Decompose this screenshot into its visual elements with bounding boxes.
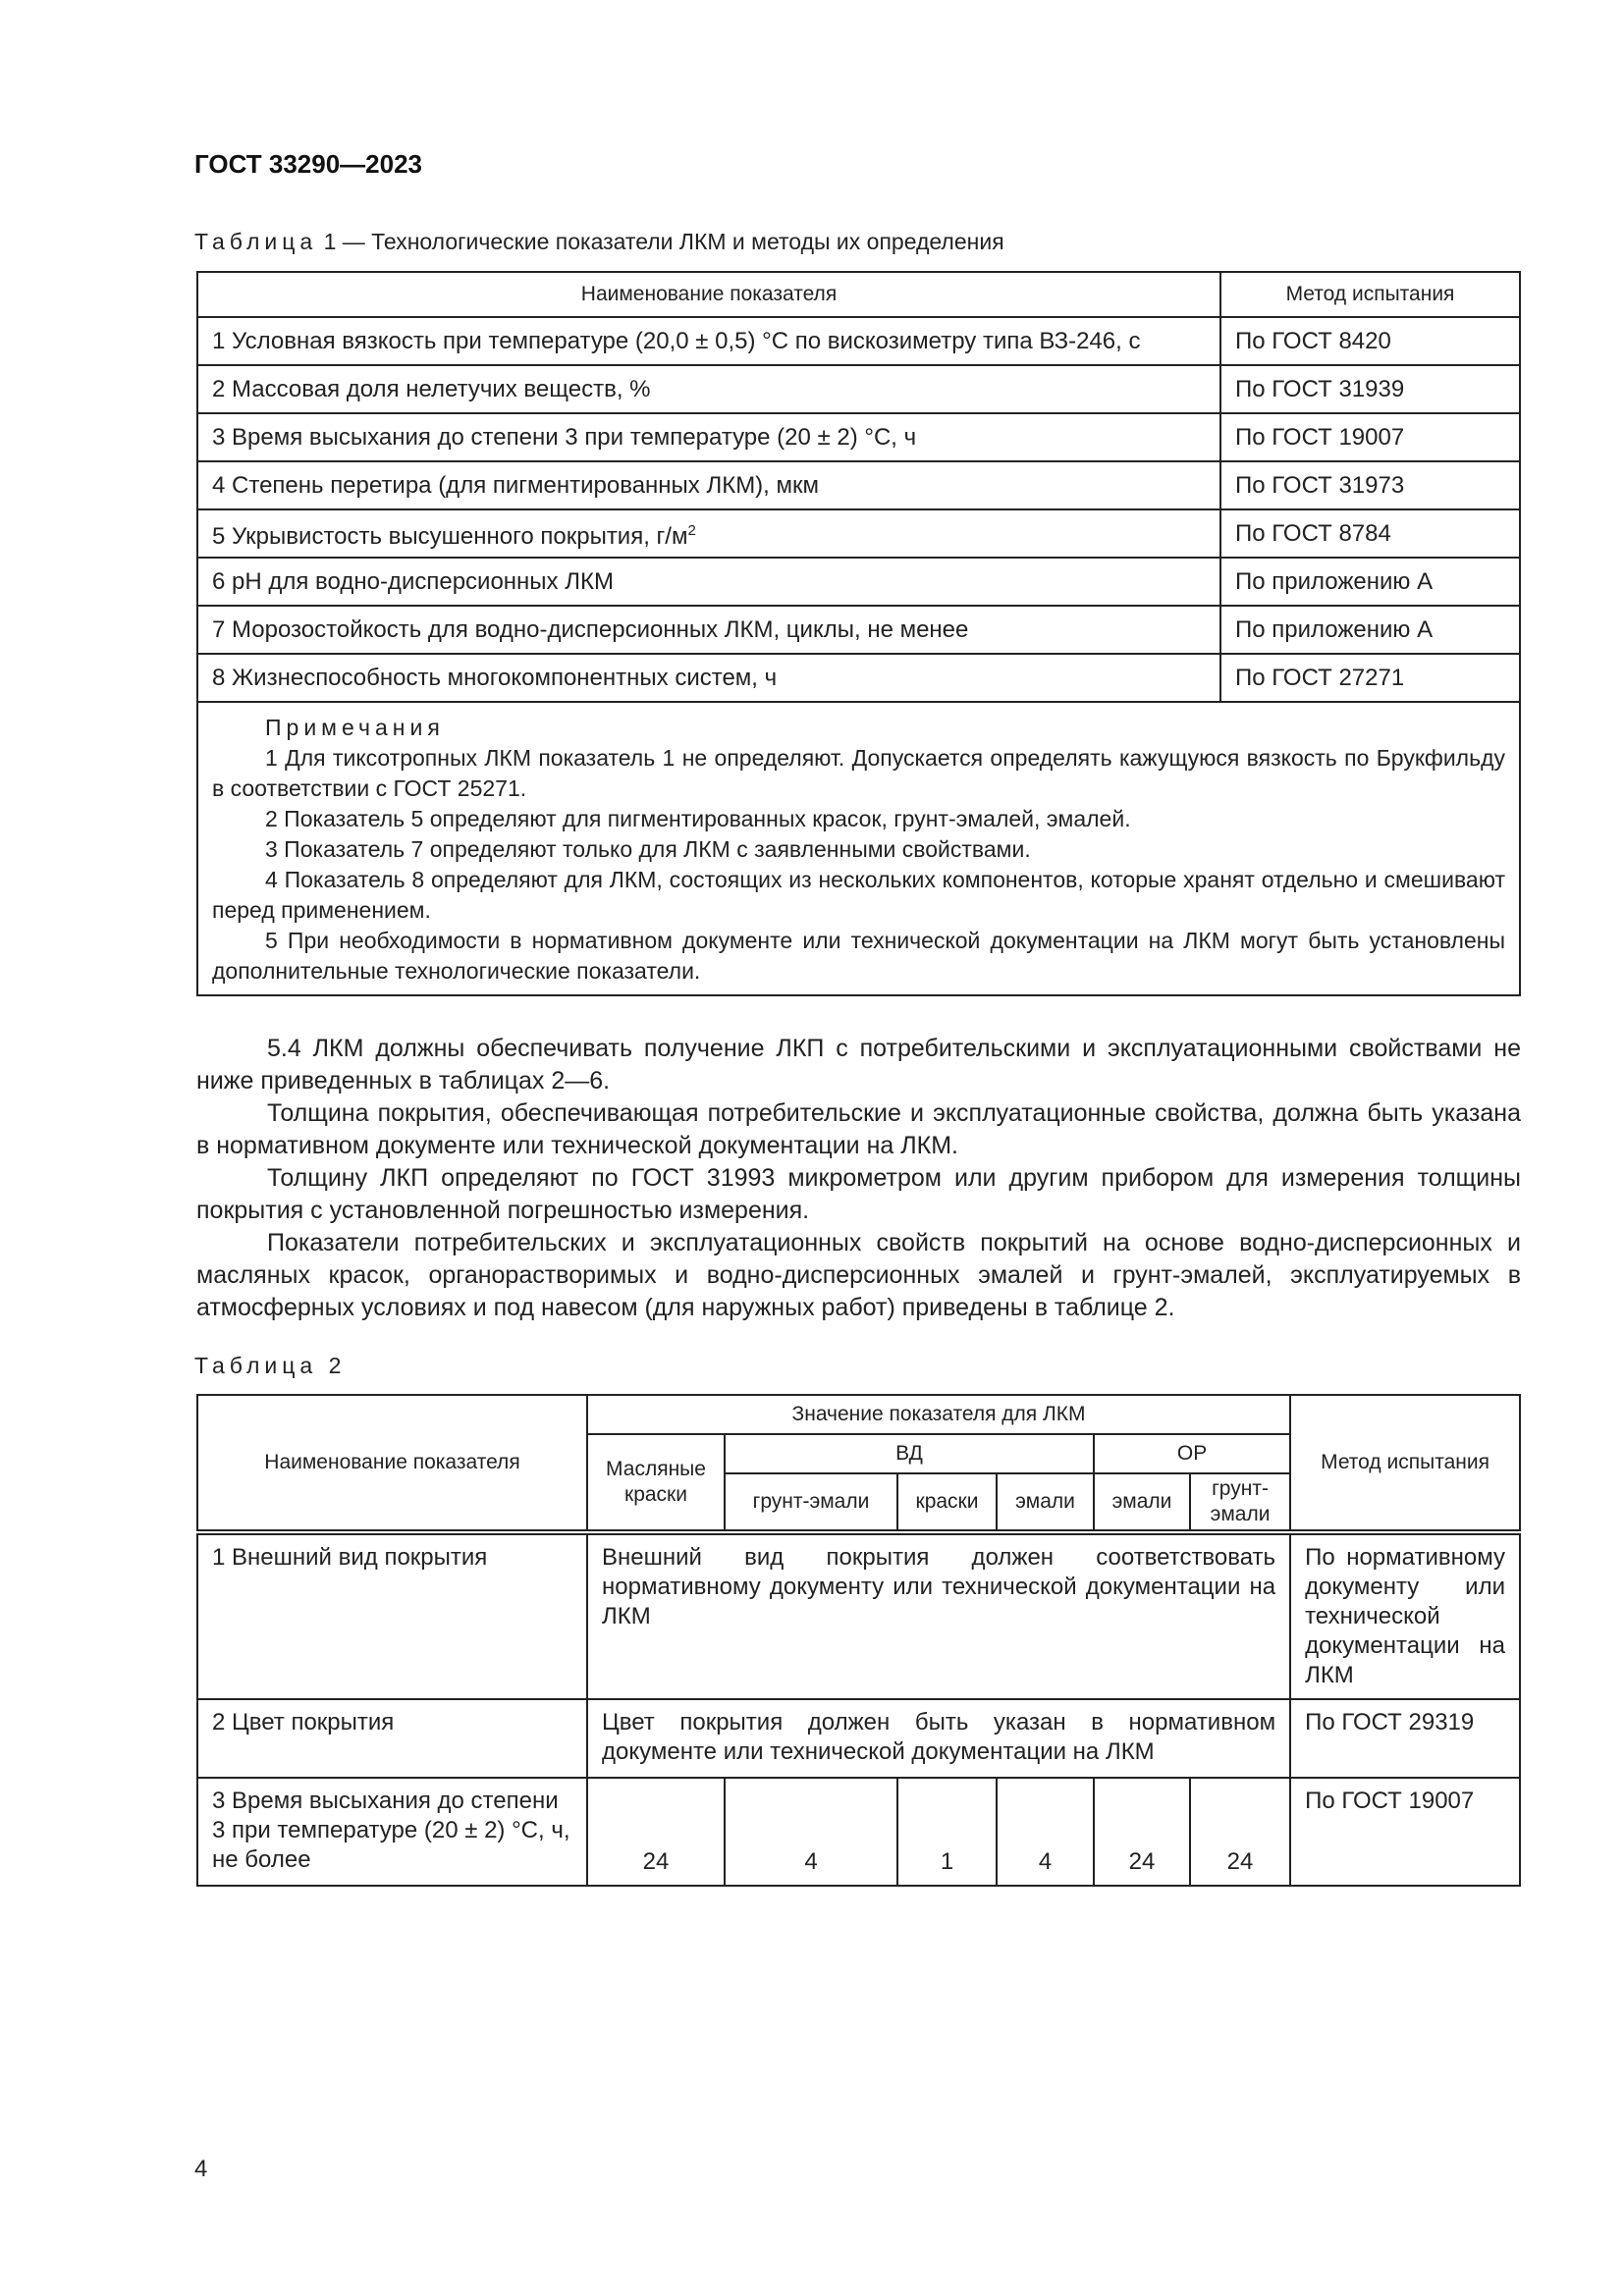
table-row xyxy=(197,509,1520,558)
test-method: По ГОСТ 31973 xyxy=(1220,461,1520,509)
table1-caption-text: 1 — Технологические показатели ЛКМ и методы их определения xyxy=(323,229,1004,254)
test-method: По ГОСТ 19007 xyxy=(1220,413,1520,461)
table-row xyxy=(197,317,1520,365)
test-method: По приложению А xyxy=(1220,558,1520,606)
note: 2 Показатель 5 определяют для пигментированных красок, грунт-эмалей, эмалей. xyxy=(265,806,1131,831)
indicator-name: 7 Морозостойкость для водно-дисперсионных ЛКМ, циклы, не менее xyxy=(197,606,1220,654)
notes-row xyxy=(197,702,1520,995)
paragraph: Толщина покрытия, обеспечивающая потребительские и эксплуатационные свойства, должна быть указана в нормативном документе или технической документации на ЛКМ. xyxy=(196,1099,1521,1159)
column-header: Наименование показателя xyxy=(197,1395,587,1532)
indicator-name: 3 Время высыхания до степени 3 при температуре (20 ± 2) °С, ч xyxy=(197,413,1220,461)
document-code: ГОСТ 33290—2023 xyxy=(194,149,422,179)
indicator-name: 4 Степень перетира (для пигментированных ЛКМ), мкм xyxy=(197,461,1220,509)
table-row xyxy=(197,413,1520,461)
note: 4 Показатель 8 определяют для ЛКМ, состоящих из нескольких компонентов, которые хранят отдельно и смешивают перед применением. xyxy=(212,867,1505,923)
value-cell: 4 xyxy=(725,1778,897,1886)
indicator-name: 6 рН для водно-дисперсионных ЛКМ xyxy=(197,558,1220,606)
column-group-header: ВД xyxy=(725,1434,1094,1473)
value-cell: 24 xyxy=(1094,1778,1190,1886)
column-header: эмали xyxy=(1094,1473,1190,1532)
notes-title: Примечания xyxy=(265,715,445,740)
table-row xyxy=(197,461,1520,509)
column-header: Метод испытания xyxy=(1290,1395,1520,1532)
table-2 xyxy=(196,1394,1521,1887)
indicator-value: Внешний вид покрытия должен соответствовать нормативному документу или технической документации на ЛКМ xyxy=(587,1532,1290,1699)
value-cell: 24 xyxy=(587,1778,725,1886)
column-group-header: Значение показателя для ЛКМ xyxy=(587,1395,1290,1434)
indicator-name: 3 Время высыхания до степени 3 при температуре (20 ± 2) °С, ч, не более xyxy=(197,1778,587,1886)
note: 5 При необходимости в нормативном документе или технической документации на ЛКМ могут быть установлены дополнительные технологические показатели. xyxy=(212,928,1505,984)
column-header: грунт-эмали xyxy=(1190,1473,1290,1532)
paragraph: Толщину ЛКП определяют по ГОСТ 31993 микрометром или другим прибором для измерения толщины покрытия с установленной погрешностью измерения. xyxy=(196,1164,1521,1224)
indicator-name: 2 Цвет покрытия xyxy=(197,1699,587,1778)
table-row xyxy=(197,558,1520,606)
test-method: По ГОСТ 8420 xyxy=(1220,317,1520,365)
table1-caption xyxy=(194,229,1004,255)
test-method: По ГОСТ 19007 xyxy=(1290,1778,1520,1886)
value-cell: 1 xyxy=(897,1778,997,1886)
paragraph: 5.4 ЛКМ должны обеспечивать получение ЛКП с потребительскими и эксплуатационными свойствами не ниже приведенных в таблицах 2—6. xyxy=(196,1035,1521,1095)
page-number: 4 xyxy=(194,2156,208,2182)
indicator-name: 8 Жизнеспособность многокомпонентных систем, ч xyxy=(197,654,1220,702)
column-header: Наименование показателя xyxy=(197,272,1220,317)
indicator-name: 1 Условная вязкость при температуре (20,0 ± 0,5) °С по вискозиметру типа ВЗ-246, с xyxy=(197,317,1220,365)
indicator-name-text: 5 Укрывистость высушенного покрытия, г/м xyxy=(212,522,688,550)
body-text xyxy=(196,1033,1521,1324)
table2-caption: Таблица 2 xyxy=(194,1353,347,1378)
value-cell: 24 xyxy=(1190,1778,1290,1886)
test-method: По нормативному документу или технической документации на ЛКМ xyxy=(1290,1532,1520,1699)
test-method: По ГОСТ 27271 xyxy=(1220,654,1520,702)
table1-caption-label: Таблица xyxy=(194,229,318,254)
test-method: По ГОСТ 29319 xyxy=(1290,1699,1520,1778)
test-method: По приложению А xyxy=(1220,606,1520,654)
notes xyxy=(197,702,1520,995)
note: 1 Для тиксотропных ЛКМ показатель 1 не определяют. Допускается определять кажущуюся вязкость по Брукфильду в соответствии с ГОСТ 25271. xyxy=(212,745,1505,801)
table-row xyxy=(197,606,1520,654)
paragraph: Показатели потребительских и эксплуатационных свойств покрытий на основе водно-дисперсионных и масляных красок, органорастворимых и водно-дисперсионных эмалей и грунт-эмалей, эксплуатируемых в атмосферных условиях и под навесом (для наружных работ) приведены в таблице 2. xyxy=(196,1229,1521,1321)
superscript: 2 xyxy=(687,521,696,539)
indicator-name: 2 Массовая доля нелетучих веществ, % xyxy=(197,365,1220,413)
indicator-name: 1 Внешний вид покрытия xyxy=(197,1532,587,1699)
column-group-header: ОР xyxy=(1094,1434,1290,1473)
indicator-value: Цвет покрытия должен быть указан в нормативном документе или технической документации на ЛКМ xyxy=(587,1699,1290,1778)
test-method: По ГОСТ 31939 xyxy=(1220,365,1520,413)
test-method: По ГОСТ 8784 xyxy=(1220,509,1520,558)
table-row xyxy=(197,654,1520,702)
column-header: Масляные краски xyxy=(587,1434,725,1532)
column-header: Метод испытания xyxy=(1220,272,1520,317)
indicator-name xyxy=(197,509,1220,558)
value-cell: 4 xyxy=(997,1778,1094,1886)
column-header: краски xyxy=(897,1473,997,1532)
table-row xyxy=(197,365,1520,413)
table-row xyxy=(197,1778,1520,1886)
table-row xyxy=(197,1699,1520,1778)
column-header: эмали xyxy=(997,1473,1094,1532)
table-row xyxy=(197,1532,1520,1699)
column-header: грунт-эмали xyxy=(725,1473,897,1532)
table-1 xyxy=(196,271,1521,996)
note: 3 Показатель 7 определяют только для ЛКМ с заявленными свойствами. xyxy=(265,836,1031,862)
